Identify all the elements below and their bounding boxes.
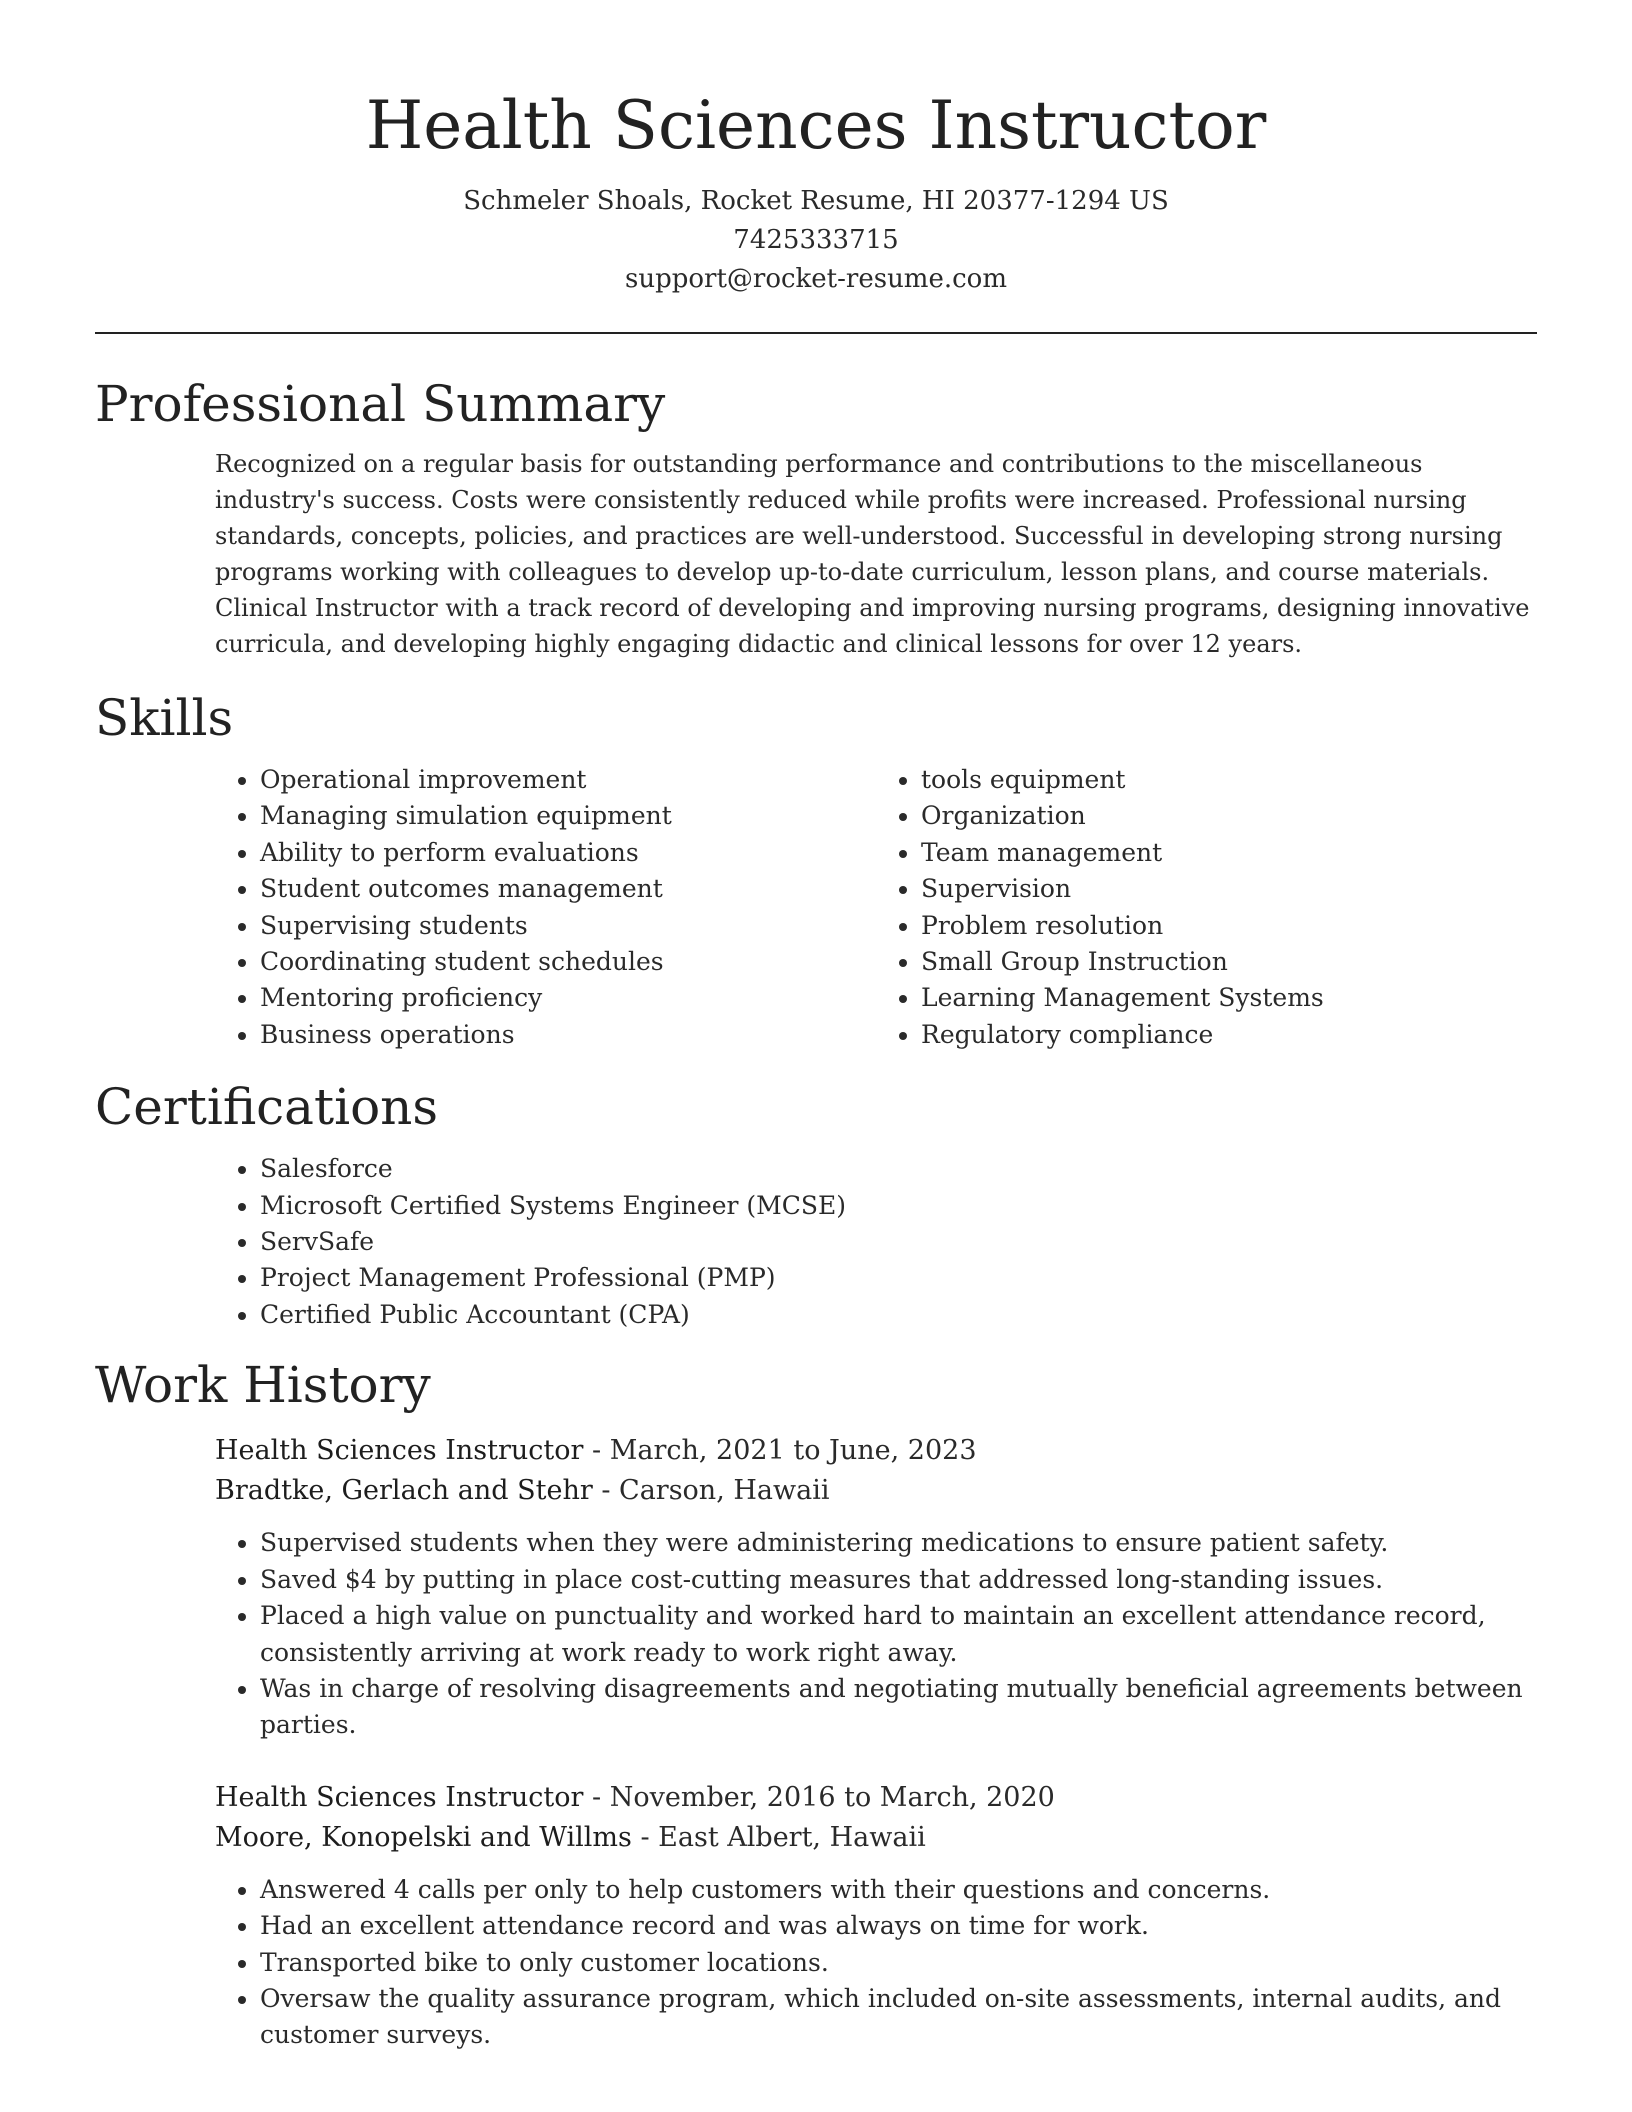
certifications-list xyxy=(215,1151,1537,1333)
skill-item: • tools equipment xyxy=(921,762,1537,798)
skill-item: • Ability to perform evaluations xyxy=(260,835,876,871)
skill-item: • Business operations xyxy=(260,1017,876,1053)
job-role: Health Sciences Instructor xyxy=(215,1781,584,1813)
job-company: Moore, Konopelski and Willms xyxy=(215,1821,632,1853)
job-entry xyxy=(215,1778,1537,2054)
job-dates: - March, 2021 to June, 2023 xyxy=(583,1435,977,1467)
phone: 7425333715 xyxy=(733,225,899,255)
certification-item: • Microsoft Certified Systems Engineer (MCSE) xyxy=(260,1188,1537,1224)
job-bullet: • Transported bike to only customer locations. xyxy=(260,1945,1537,1981)
job-company: Bradtke, Gerlach and Stehr xyxy=(215,1475,593,1507)
skills-heading: Skills xyxy=(95,689,234,747)
job-dates: - November, 2016 to March, 2020 xyxy=(583,1781,1055,1813)
job-bullets xyxy=(215,1525,1537,1743)
certification-item: • Certified Public Accountant (CPA) xyxy=(260,1297,1537,1333)
skill-item: • Learning Management Systems xyxy=(921,980,1537,1016)
certifications-section xyxy=(95,1077,1537,1333)
skill-item: • Managing simulation equipment xyxy=(260,798,876,834)
resume-page xyxy=(95,0,1537,2054)
skill-item: • Regulatory compliance xyxy=(921,1017,1537,1053)
job-location: - Carson, Hawaii xyxy=(592,1475,830,1507)
skills-list-left xyxy=(215,762,876,1053)
skill-item: • Mentoring proficiency xyxy=(260,980,876,1016)
job-role-line xyxy=(215,1778,1537,1818)
certification-item: • Project Management Professional (PMP) xyxy=(260,1260,1537,1296)
skill-item: • Student outcomes management xyxy=(260,871,876,907)
job-role-line xyxy=(215,1431,1537,1471)
job-role: Health Sciences Instructor xyxy=(215,1435,584,1467)
skill-item: • Organization xyxy=(921,798,1537,834)
address: Schmeler Shoals, Rocket Resume, HI 20377-1294 US xyxy=(463,186,1169,216)
work-history-heading: Work History xyxy=(95,1356,431,1415)
job-company-line xyxy=(215,1471,1537,1511)
skills-list-right xyxy=(876,762,1537,1053)
header-divider xyxy=(95,332,1537,334)
job-company-line xyxy=(215,1818,1537,1858)
job-bullet: • Answered 4 calls per only to help customers with their questions and concerns. xyxy=(260,1872,1537,1908)
candidate-title: Health Sciences Instructor xyxy=(365,87,1267,164)
job-location: - East Albert, Hawaii xyxy=(631,1821,926,1853)
certification-item: • Salesforce xyxy=(260,1151,1537,1187)
skill-item: • Team management xyxy=(921,835,1537,871)
summary-heading: Professional Summary xyxy=(95,375,666,433)
job-bullets xyxy=(215,1872,1537,2054)
skill-item: • Supervision xyxy=(921,871,1537,907)
resume-header xyxy=(95,0,1537,299)
certification-item: • ServSafe xyxy=(260,1224,1537,1260)
job-bullet: • Had an excellent attendance record and was always on time for work. xyxy=(260,1908,1537,1944)
job-bullet: • Placed a high value on punctuality and worked hard to maintain an excellent attendance record, consistently arriving at work ready to work right away. xyxy=(260,1598,1537,1671)
summary-section xyxy=(95,374,1537,662)
job-bullet: • Was in charge of resolving disagreements and negotiating mutually beneficial agreements between parties. xyxy=(260,1671,1537,1744)
email: support@rocket-resume.com xyxy=(624,264,1007,294)
job-bullet: • Saved $4 by putting in place cost-cutting measures that addressed long-standing issues. xyxy=(260,1562,1537,1598)
skill-item: • Supervising students xyxy=(260,908,876,944)
job-bullet: • Oversaw the quality assurance program, which included on-site assessments, internal audits, and customer surveys. xyxy=(260,1981,1537,2054)
contact-info xyxy=(95,182,1537,299)
skill-item: • Operational improvement xyxy=(260,762,876,798)
skill-item: • Problem resolution xyxy=(921,908,1537,944)
skill-item: • Small Group Instruction xyxy=(921,944,1537,980)
skill-item: • Coordinating student schedules xyxy=(260,944,876,980)
work-history-section xyxy=(95,1355,1537,2053)
job-bullet: • Supervised students when they were administering medications to ensure patient safety. xyxy=(260,1525,1537,1561)
certifications-heading: Certifications xyxy=(95,1078,439,1137)
job-entry xyxy=(215,1431,1537,1743)
summary-text: Recognized on a regular basis for outstanding performance and contributions to the miscellaneous industry's success. Costs were consistently reduced while profits were increased. Professional nursing standards, concepts, policies, and practices are well-understood. Successful in developing strong nursing programs working with colleagues to develop up-to-date curriculum, lesson plans, and course materials. Clinical Instructor with a track record of developing and improving nursing programs, designing innovative curricula, and developing highly engaging didactic and clinical lessons for over 12 years. xyxy=(215,450,1530,658)
skills-section xyxy=(95,688,1537,1053)
